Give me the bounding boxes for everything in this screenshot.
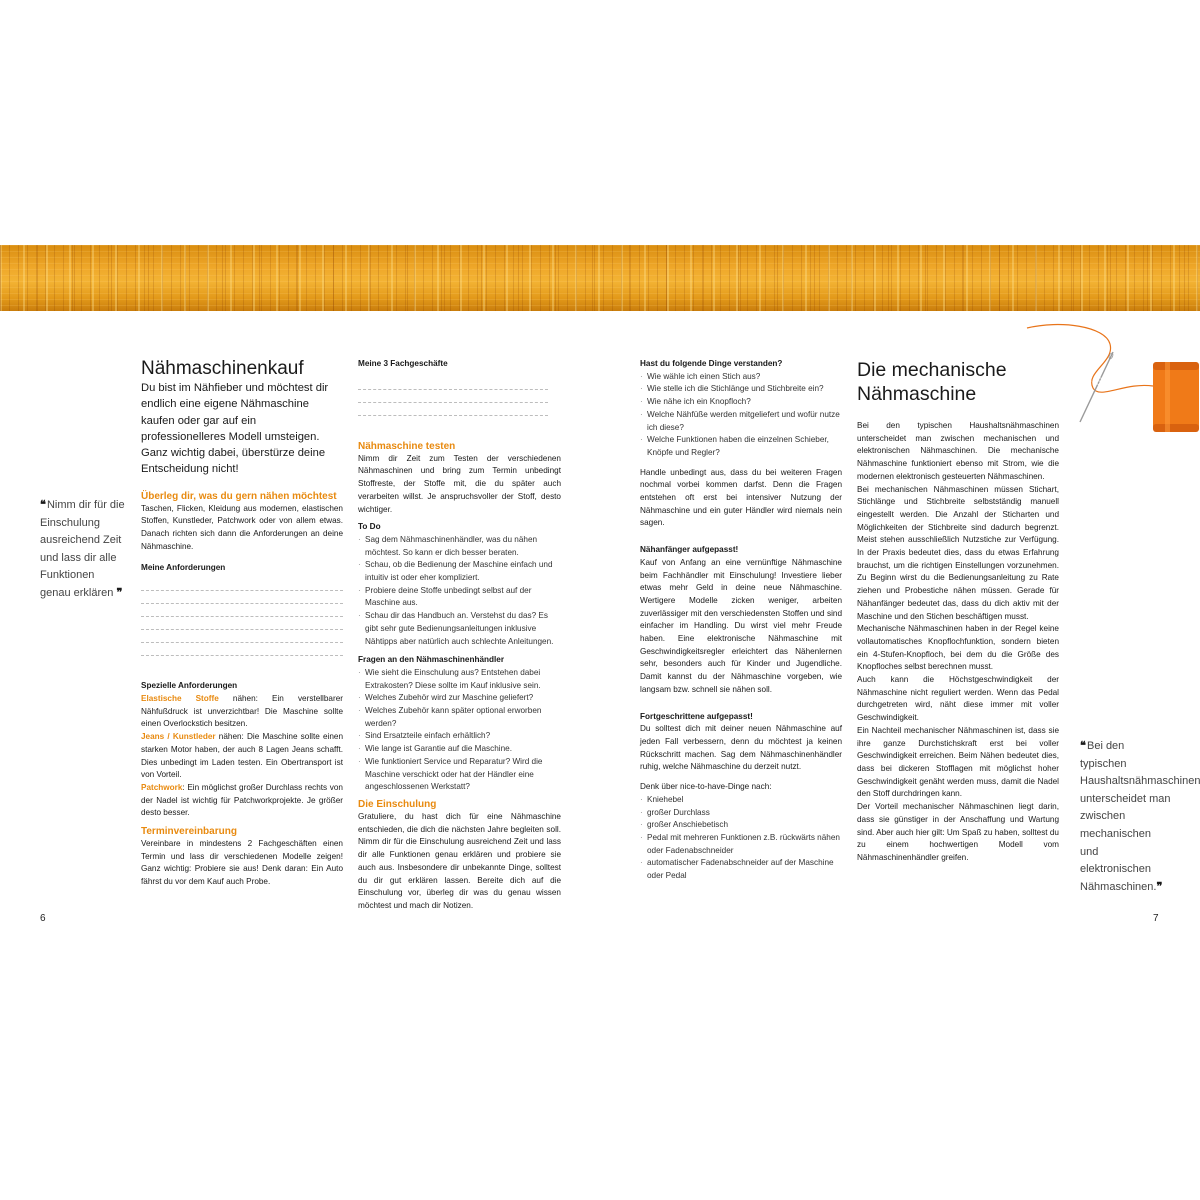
list-item: · großer Anschiebetisch	[640, 819, 842, 832]
list-item: · Welches Zubehör kann später optional erworben werden?	[358, 705, 561, 730]
section-title-mechanisch: Die mechanische Nähmaschine	[857, 359, 1007, 405]
pull-quote-left: ❝ Nimm dir für die Einschulung ausreichend Zeit und lass dir alle Funktionen genau erklären ❞	[40, 499, 125, 599]
paragraph-fortgeschritten: Du solltest dich mit deiner neuen Nähmaschine auf jeden Fall verbessern, denn du möchtest ja keinen Rückschritt machen. Sag dem Nähmaschinenhändler ruhig, welche Nähmaschine du derzeit nutzt.	[640, 724, 842, 772]
heading-spezielle: Spezielle Anforderungen	[141, 681, 238, 691]
write-line	[358, 377, 548, 390]
paragraph-termin: Vereinbare in mindestens 2 Fachgeschäften einen Termin und lass dir verschiedenen Modelle zeigen! Ganz wichtig: Probiere sie aus! Denk daran: Ein Auto fährst du vor dem Kauf auch Probe.	[141, 839, 343, 887]
section-heading-testen: Nähmaschine testen	[358, 440, 456, 452]
watermark: Adobe Stock	[1058, 376, 1126, 388]
column-1	[141, 358, 343, 889]
paragraph-testen: Nimm dir Zeit zum Testen der verschiedenen Nähmaschinen und bring zum Termin unbedingt Stoffreste, der Stoffe mit, die du später auch verarbeiten willst. Je anspruchsvoller der Stoff, desto wichtiger.	[358, 453, 561, 514]
paragraph-denk: Denk über nice-to-have-Dinge nach:	[640, 782, 772, 792]
page-number-right: 7	[1153, 913, 1159, 924]
list-item: · Wie nähe ich ein Knopfloch?	[640, 396, 842, 409]
page-number-left: 6	[40, 913, 46, 924]
list-item: · Wie funktioniert Service und Reparatur? Wird die Maschine verschickt oder hat der Händler eine angeschlossenen Werkstatt?	[358, 756, 561, 794]
paragraph-ueberleg: Taschen, Flicken, Kleidung aus modernen, elastischen Stoffen, Kunstleder, Patchwork oder von allem etwas. Danach richten sich dann die Anforderungen an deine Nähmaschine.	[141, 503, 343, 551]
heading-anfaenger: Nähanfänger aufgepasst!	[640, 545, 739, 555]
quote-close-icon: ❞	[116, 586, 122, 599]
list-item: · Pedal mit mehreren Funktionen z.B. rückwärts nähen oder Fadenabschneider	[640, 832, 842, 857]
heading-fachgeschaefte: Meine 3 Fachgeschäfte	[358, 359, 448, 368]
list-item: · automatischer Fadenabschneider auf der Maschine oder Pedal	[640, 857, 842, 882]
write-line	[141, 604, 343, 617]
list-item: · großer Durchlass	[640, 807, 842, 820]
paragraph-anfaenger: Kauf von Anfang an eine vernünftige Nähmaschine beim Fachhändler mit Einschulung! Investiere lieber etwas mehr Geld in deine neue Nähmaschine. Wertigere Modelle zicken weniger, arbeiten zuverlässiger mit den verschiedensten Stoffen und sind einfacher im Handling. Du wirst viel mehr Freude haben. Eine elektronische Nähmaschine mit Geschwindigkeitsregler erleichtert das Nähenlernen sehr, besonders auch für Kinder und Jugendliche. Damit kannst du der Nähmaschine vorgeben, wie langsam bzw. schnell sie nähen soll.	[640, 557, 842, 694]
heading-todo: To Do	[358, 522, 381, 532]
write-line	[141, 630, 343, 643]
section-heading-termin: Terminvereinbarung	[141, 826, 237, 838]
list-item: · Wie stelle ich die Stichlänge und Stichbreite ein?	[640, 383, 842, 396]
write-line	[141, 643, 343, 656]
column-2	[358, 358, 561, 913]
nice-to-have-list	[640, 794, 842, 883]
list-item: · Welches Zubehör wird zur Maschine geliefert?	[358, 692, 561, 705]
paragraph: Bei mechanischen Nähmaschinen müssen Stichart, Stichlänge und Stichbreite selbstständig manuell eingestellt werden. Die Anzahl der Sticharten und Möglichkeiten der Stichbreite sind dadurch begrenzt. Meist stehen ausschließlich Nutzstiche zur Verfügung. In der Praxis bedeutet dies, dass du etwas Erfahrung brauchst, um die richtigen Einstellungen vorzunehmen. Zu Beginn wirst du die Bedienungsanleitung zu Rate ziehen und Probestiche nähen müssen. Gerade für Nähanfänger bedeutet das, dass du dich aktiv mit der Maschine und den Stichen beschäftigen musst.	[857, 484, 1059, 621]
body-text	[857, 420, 1059, 865]
lead-paragraph: Du bist im Nähfieber und möchtest dir endlich eine eigene Nähmaschine kaufen oder gar auf ein professionelleres Modell umsteigen. Ganz wichtig dabei, überstürze deine Entscheidung nicht!	[141, 382, 329, 476]
list-item: · Wie sieht die Einschulung aus? Entstehen dabei Extrakosten? Diese sollte im Kauf inklusive sein.	[358, 667, 561, 692]
paragraph: Der Vorteil mechanischer Nähmaschinen liegt darin, dass sie günstiger in der Anschaffung und Wartung sind. Aber auch hier gilt: Um Spaß zu haben, solltest du zu einem hochwertigen Modell vom Nähmaschinenhändler greifen.	[857, 802, 1059, 862]
list-item: · Sind Ersatzteile einfach erhältlich?	[358, 730, 561, 743]
write-line	[358, 390, 548, 403]
spezial-elastisch: Elastische Stoffe nähen: Ein verstellbarer Nähfußdruck ist unverzichtbar! Die Maschine sollte einen Overlockstich besitzen.	[141, 694, 343, 729]
list-item: · Welche Funktionen haben die einzelnen Schieber, Knöpfe und Regler?	[640, 434, 842, 459]
paragraph: Ein Nachteil mechanischer Nähmaschinen ist, dass sie ihre ganze Durchstichskraft erst bei voller Geschwindigkeit erreichen. Beim Nähen bedeutet dies, dass bei dickeren Stofflagen mit möglichst hoher Geschwindigkeit genäht werden muss, damit die Nadel den Stoff durchdringen kann.	[857, 725, 1059, 799]
heading-fortgeschritten: Fortgeschrittene aufgepasst!	[640, 711, 753, 721]
list-item: · Probiere deine Stoffe unbedingt selbst auf der Maschine aus.	[358, 585, 561, 610]
list-item: · Schau, ob die Bedienung der Maschine einfach und intuitiv ist oder eher kompliziert.	[358, 559, 561, 584]
column-4	[857, 358, 1059, 865]
list-item: · Sag dem Nähmaschinenhändler, was du nähen möchtest. So kann er dich besser beraten.	[358, 534, 561, 559]
paragraph: Mechanische Nähmaschinen haben in der Regel keine vollautomatisches Knopflochfunktion, sondern bieten ein 4-Stufen-Knopfloch, bei dem du die Größe des Knopfloches selbst berechnen musst.	[857, 624, 1059, 672]
list-item: · Wie lange ist Garantie auf die Maschine.	[358, 743, 561, 756]
list-item: · Kniehebel	[640, 794, 842, 807]
write-line	[141, 591, 343, 604]
spezial-jeans: Jeans / Kunstleder nähen: Die Maschine sollte einen starken Motor haben, der auch 8 Lagen Jeans schafft. Dies unbedingt im Laden testen. Ein Obertransport ist von Vorteil.	[141, 732, 343, 780]
paragraph-handle: Handle unbedingt aus, dass du bei weiteren Fragen nochmal vorbei kommen darfst. Denn die Fragen entstehen oft erst bei intensiver Nutzung der Nähmaschine und ein guter Händler wird niemals nein sagen.	[640, 467, 842, 528]
quote-close-icon: ❞	[1156, 880, 1162, 893]
write-line	[141, 578, 343, 591]
todo-list	[358, 534, 561, 648]
quote-open-icon: ❝	[40, 499, 47, 511]
pull-quote-right: ❝ Bei den typischen Haushaltsnähmaschinen unterscheidet man zwischen mechanischen und elektronischen Nähmaschinen.❞	[1080, 740, 1200, 893]
section-heading-einschulung: Die Einschulung	[358, 798, 437, 810]
heading-fragen: Fragen an den Nähmaschinenhändler	[358, 655, 505, 665]
fragen-list	[358, 667, 561, 794]
quote-open-icon: ❝	[1080, 740, 1087, 752]
write-line	[141, 617, 343, 630]
paragraph: Auch kann die Höchstgeschwindigkeit der Nähmaschine nicht reguliert werden. Wenn das Pedal durchgetreten wird, näht diese immer mit voller Geschwindigkeit.	[857, 675, 1059, 723]
banner-thread-image	[0, 245, 1200, 311]
page-title: Nähmaschinenkauf	[141, 358, 304, 379]
list-item: · Welche Nähfüße werden mitgeliefert und wofür nutze ich diese?	[640, 409, 842, 434]
heading-anforderungen: Meine Anforderungen	[141, 562, 226, 572]
paragraph: Bei den typischen Haushaltsnähmaschinen unterscheidet man zwischen mechanischen und elektronischen Nähmaschinen. Die mechanische Nähmaschine funktioniert ebenso mit Strom, wie die modernen elektronisch gesteuerten Nähmaschinen.	[857, 421, 1059, 481]
write-line	[358, 403, 548, 416]
paragraph-einschulung: Gratuliere, du hast dich für eine Nähmaschine entschieden, die dich die nächsten Jahre begleiten soll. Nimm dir für die Einschulung ausreichend Zeit und lass dir alle Funktionen genau erklären und probiere sie auch aus. Insbesondere dir unbekannte Dinge, solltest du dir gut erklären lassen. Bereite dich auf die Einschulung vor, überleg dir was du genau wissen möchtest und mach dir Notizen.	[358, 811, 561, 910]
verstanden-list	[640, 371, 842, 460]
spezial-patchwork: Patchwork: Ein möglichst großer Durchlass rechts von der Nadel ist wichtig für Patchworkprojekte. Je größer desto besser.	[141, 782, 343, 818]
section-heading-ueberleg: Überleg dir, was du gern nähen möchtest	[141, 490, 337, 502]
heading-verstanden: Hast du folgende Dinge verstanden?	[640, 359, 783, 368]
list-item: · Schau dir das Handbuch an. Verstehst du das? Es gibt sehr gute Bedienungsanleitungen inklusive Nähtipps aber natürlich auch schlechte Anleitungen.	[358, 610, 561, 648]
column-3	[640, 358, 842, 883]
write-lines	[358, 377, 548, 416]
list-item: · Wie wähle ich einen Stich aus?	[640, 371, 842, 384]
write-lines	[141, 578, 343, 656]
